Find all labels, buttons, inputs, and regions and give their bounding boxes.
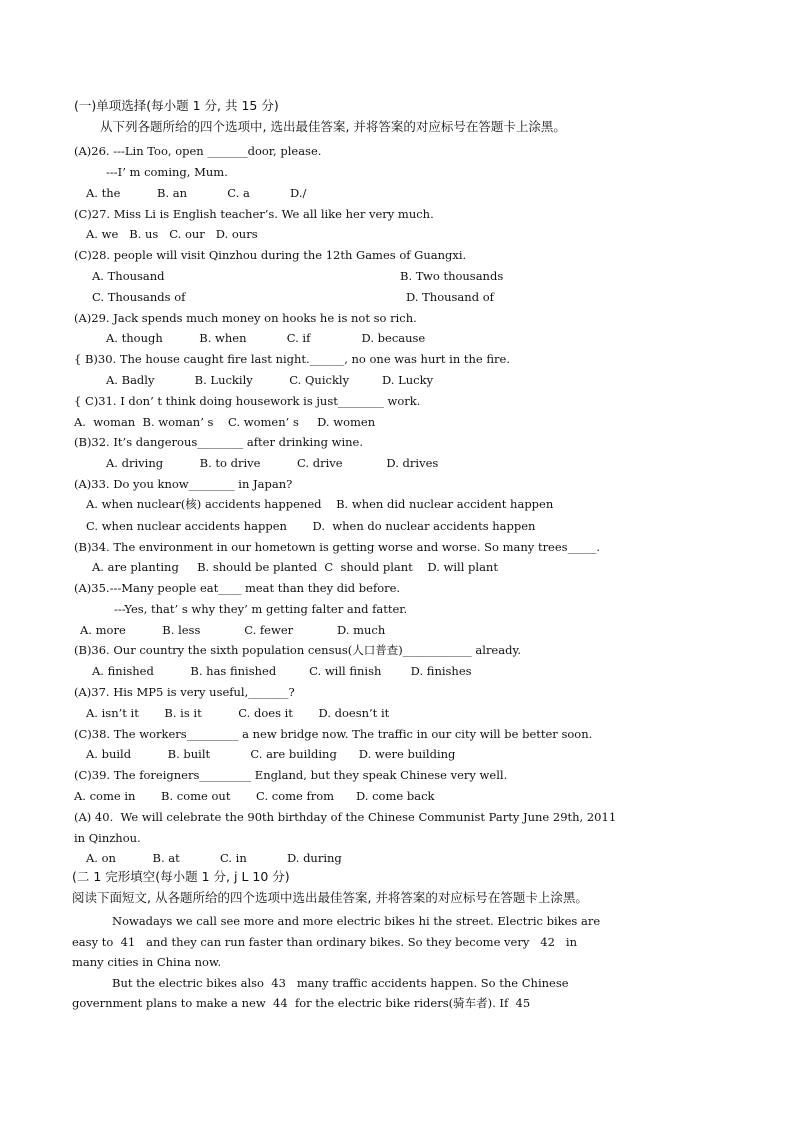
question-28-option-b: B. Two thousands	[400, 269, 504, 283]
question-30: { B)30. The house caught fire last night.______, no one was hurt in the fire.	[74, 352, 511, 366]
question-40-options: A. on B. at C. in D. during	[86, 851, 342, 865]
question-28-option-a: A. Thousand	[92, 269, 165, 283]
question-38: (C)38. The workers_________ a new bridge now. The traffic in our city will be better soon.	[74, 727, 593, 741]
question-29: (A)29. Jack spends much money on hooks he is not so rich.	[74, 311, 417, 325]
passage-line-2: easy to 41 and they can run faster than ordinary bikes. So they become very 42 in	[72, 935, 577, 949]
section2-heading: (二 1 完形填空(每小题 1 分, j L 10 分)	[72, 869, 290, 884]
section1-instruction: 从下列各题所给的四个选项中, 选出最佳答案, 并将答案的对应标号在答题卡上涂黑。	[100, 119, 566, 134]
question-39-options: A. come in B. come out C. come from D. come back	[74, 789, 435, 803]
question-36: (B)36. Our country the sixth population census(人口普查)____________ already.	[74, 643, 522, 657]
question-39: (C)39. The foreigners_________ England, but they speak Chinese very well.	[74, 768, 508, 782]
passage-line-5: government plans to make a new 44 for the electric bike riders(骑车者). If 45	[72, 996, 531, 1010]
question-40-continued: in Qinzhou.	[74, 831, 141, 845]
question-33-options-ab: A. when nuclear(核) accidents happened B. when did nuclear accident happen	[86, 497, 554, 511]
question-33-options-cd: C. when nuclear accidents happen D. when do nuclear accidents happen	[86, 519, 536, 533]
question-28-option-c: C. Thousands of	[92, 290, 186, 304]
passage-line-3: many cities in China now.	[72, 955, 222, 969]
question-34-options: A. are planting B. should be planted C should plant D. will plant	[92, 560, 498, 574]
question-28: (C)28. people will visit Qinzhou during the 12th Games of Guangxi.	[74, 248, 467, 262]
question-38-options: A. build B. built C. are building D. were building	[86, 747, 456, 761]
question-34: (B)34. The environment in our hometown is getting worse and worse. So many trees_____.	[74, 540, 600, 554]
question-32: (B)32. It’s dangerous________ after drinking wine.	[74, 435, 364, 449]
question-35-options: A. more B. less C. fewer D. much	[80, 623, 386, 637]
question-31: { C)31. I don’ t think doing housework is just________ work.	[74, 394, 421, 408]
question-27-options: A. we B. us C. our D. ours	[86, 227, 258, 241]
question-37-options: A. isn’t it B. is it C. does it D. doesn’t it	[86, 706, 390, 720]
question-35: (A)35.---Many people eat____ meat than they did before.	[74, 581, 401, 595]
question-27: (C)27. Miss Li is English teacher’s. We all like her very much.	[74, 207, 434, 221]
question-29-options: A. though B. when C. if D. because	[106, 331, 426, 345]
passage-line-1: Nowadays we call see more and more electric bikes hi the street. Electric bikes are	[112, 914, 601, 928]
section2-instruction: 阅读下面短文, 从各题所给的四个选项中选出最佳答案, 并将答案的对应标号在答题卡上涂黑。	[72, 890, 588, 905]
question-36-options: A. finished B. has finished C. will finish D. finishes	[92, 664, 472, 678]
passage-line-4: But the electric bikes also 43 many traffic accidents happen. So the Chinese	[112, 976, 569, 990]
section1-heading: (一)单项选择(每小题 1 分, 共 15 分)	[74, 98, 279, 113]
question-30-options: A. Badly B. Luckily C. Quickly D. Lucky	[106, 373, 434, 387]
question-26-options: A. the B. an C. a D./	[86, 186, 307, 200]
question-35-dialogue: ---Yes, that’ s why they’ m getting falter and fatter.	[114, 602, 408, 616]
question-26-dialogue: ---I’ m coming, Mum.	[106, 165, 228, 179]
question-28-option-d: D. Thousand of	[406, 290, 494, 304]
question-33: (A)33. Do you know________ in Japan?	[74, 477, 293, 491]
question-40: (A) 40. We will celebrate the 90th birthday of the Chinese Communist Party June 29th, 2011	[74, 810, 617, 824]
question-26: (A)26. ---Lin Too, open _______door, please.	[74, 144, 322, 158]
question-32-options: A. driving B. to drive C. drive D. drives	[106, 456, 439, 470]
question-37: (A)37. His MP5 is very useful,_______?	[74, 685, 295, 699]
question-31-options: A. woman B. woman’ s C. women’ s D. women	[74, 415, 376, 429]
